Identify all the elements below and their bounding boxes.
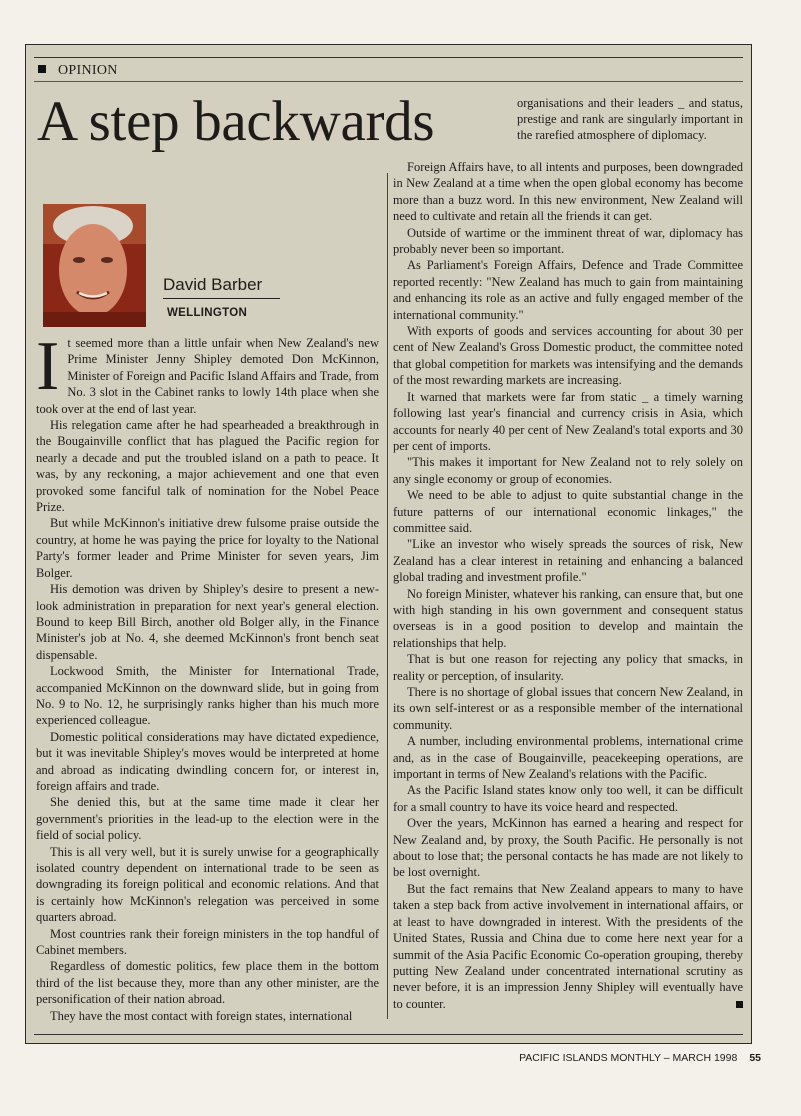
paragraph: Most countries rank their foreign ministers in the top handful of Cabinet members.: [36, 926, 379, 958]
paragraph: It seemed more than a little unfair when New Zealand's new Prime Minister Jenny Shipley demoted Don McKinnon, Minister of Foreign and Pacific Island Affairs and Trade, from No. 3 slot in the Cabinet ranks to lowly 14th place when she took over at the end of last year.: [36, 328, 379, 416]
column-two: [393, 159, 743, 1012]
page-footer: [519, 1052, 761, 1064]
paragraph: That is but one reason for rejecting any policy that smacks, in reality or perception, of insularity.: [393, 652, 743, 683]
headline: A step backwards: [37, 90, 435, 153]
paragraph: No foreign Minister, whatever his ranking, can ensure that, but one with high standing in his own government and consequent status overseas is in a good position to develop and maintain the relationships that help.: [393, 586, 743, 650]
paragraph: His relegation came after he had spearheaded a breakthrough in the Bougainville conflict that has plagued the Pacific region for nearly a decade and put the troubled island on a path to peace. It was, by any reckoning, a major achievement and one that even provoked some fanciful talk of nomination for the Nobel Peace Prize.: [36, 418, 379, 515]
column-two-top: [517, 95, 743, 143]
paragraph: We need to be able to adjust to quite substantial change in the future patterns of our international economic linkages," the committee said.: [393, 488, 743, 535]
page-number: 55: [749, 1052, 761, 1064]
paragraph: This is all very well, but it is surely unwise for a geographically isolated country dependent on international trade to be seen as downgrading its foreign political and economic relations. And that is certainly how McKinnon's relegation was perceived in some quarters abroad.: [36, 844, 379, 925]
paragraph: "This makes it important for New Zealand not to rely solely on any single economy or group of economies.: [393, 455, 743, 486]
section-label: [38, 63, 118, 79]
paragraph: A number, including environmental problems, international crime and, as in the case of Bougainville, peacekeeping operations, are important in terms of New Zealand's relations with the Pacific.: [393, 734, 743, 782]
section-square-icon: [38, 65, 46, 73]
paragraph: It warned that markets were far from static _ a timely warning following last year's financial and currency crisis in Asia, which accounts for nearly 40 per cent of New Zealand's total exports and 30 per cent of imports.: [393, 389, 743, 453]
drop-cap: I: [36, 328, 60, 405]
author-portrait-image: [43, 204, 146, 327]
paragraph: Domestic political considerations may have dictated expedience, but it was inevitable Shipley's moves would be interpreted at home and abroad as indicating dwindling concern for, or interest in, foreign affairs and trade.: [36, 729, 379, 793]
section-rule: [34, 81, 743, 82]
column-two-top-text: organisations and their leaders _ and status, prestige and rank are singularly important in the rarefied atmosphere of diplomacy.: [517, 96, 743, 142]
paragraph: She denied this, but at the same time made it clear her government's priorities in the lead-up to the election were in the field of social policy.: [36, 795, 379, 843]
column-one: [36, 328, 379, 1024]
author-photo: [43, 204, 146, 327]
bottom-rule: [34, 1034, 743, 1035]
column-divider: [387, 173, 388, 1019]
paragraph: Regardless of domestic politics, few place them in the bottom third of the list because they, more than any other minister, are the personification of their nation abroad.: [36, 959, 379, 1007]
byline-rule: [163, 298, 280, 299]
paragraph: But while McKinnon's initiative drew fulsome praise outside the country, at home he was paying the price for loyalty to the National Party's former leader and Prime Minister for seven years, Jim Bolger.: [36, 516, 379, 580]
paragraph: Foreign Affairs have, to all intents and purposes, been downgraded in New Zealand at a time when the open global economy has become more than a buzz word. In this new environment, New Zealand will need to cultivate and retain all the friends it can get.: [393, 160, 743, 224]
paragraph: With exports of goods and services accounting for about 30 per cent of New Zealand's Gross Domestic product, the committee noted that global competition for markets was intensifying and the demands of the most rewarding markets are increasing.: [393, 324, 743, 388]
paragraph: Lockwood Smith, the Minister for International Trade, accompanied McKinnon on the downward slide, but in going from No. 9 to No. 12, he surprisingly ranks higher than his much more experienced colleague.: [36, 664, 379, 728]
end-mark-icon: [736, 1001, 743, 1008]
article-panel: [25, 44, 752, 1044]
author-name: David Barber: [163, 275, 263, 294]
paragraph: His demotion was driven by Shipley's desire to present a new-look administration in preparation for next year's general election. Bound to keep Bill Birch, another old Bolger ally, in the Finance Minister's job at No. 4, she deemed McKinnon's front bench seat dispensable.: [36, 582, 379, 662]
paragraph: They have the most contact with foreign states, international: [50, 1008, 353, 1023]
paragraph: Over the years, McKinnon has earned a hearing and respect for New Zealand and, by proxy, the South Pacific. He personally is not about to lose that; the personal contacts he has made are not likely to be lost overnight.: [393, 816, 743, 880]
top-rule: [34, 57, 743, 58]
paragraph: As Parliament's Foreign Affairs, Defence and Trade Committee reported recently: "New Zealand has much to gain from maintaining and enhancing its role as an active and fully engaged member of the international community.": [393, 258, 743, 322]
footer-publication: PACIFIC ISLANDS MONTHLY – MARCH 1998: [519, 1052, 738, 1064]
paragraph: Outside of wartime or the imminent threat of war, diplomacy has probably never been so important.: [393, 225, 743, 257]
paragraph: There is no shortage of global issues that concern New Zealand, in its own self-interest or as a responsible member of the international community.: [393, 685, 743, 732]
paragraph: "Like an investor who wisely spreads the sources of risk, New Zealand has a clear interest in retaining and enhancing a balanced global trading and investment profile.": [393, 537, 743, 585]
paragraph: But the fact remains that New Zealand appears to many to have taken a step back from active involvement in international affairs, or at least to have downgraded in interest. With the presidents of the United States, Russia and China due to come here next year for a summit of the Asia Pacific Economic Co-operation grouping, thereby putting New Zealand under concentrated international scrutiny as never before, it is an impression Jenny Shipley will eventually have to counter.: [393, 881, 743, 1011]
section-text: OPINION: [58, 63, 118, 78]
author-location: WELLINGTON: [167, 307, 248, 319]
paragraph: As the Pacific Island states know only too well, it can be difficult for a small country to have its voice heard and respected.: [393, 783, 743, 814]
